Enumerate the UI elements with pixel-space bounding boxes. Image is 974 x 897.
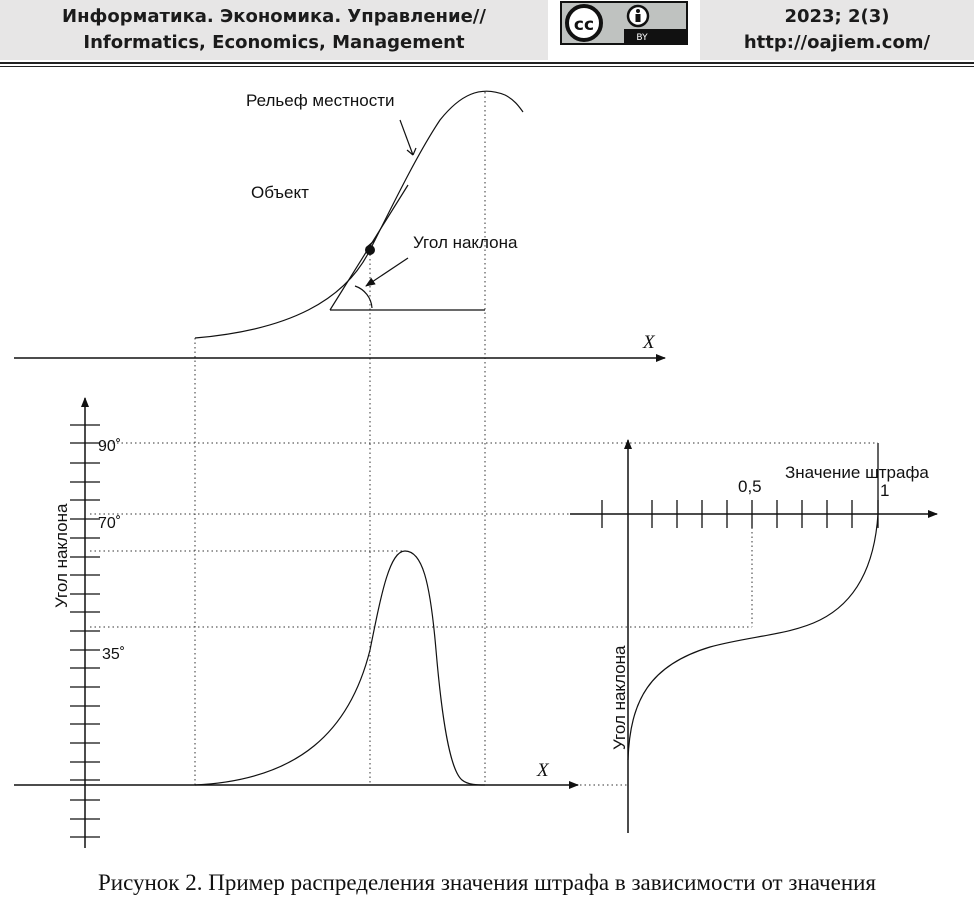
journal-title-en: Informatics, Economics, Management (83, 32, 465, 53)
label-relief: Рельеф местности (246, 91, 395, 110)
label-slope-angle: Угол наклона (413, 233, 518, 252)
svg-text:cc: cc (573, 15, 595, 35)
journal-title-ru: Информатика. Экономика. Управление// (62, 6, 486, 27)
guide-lines (90, 92, 878, 785)
x-axis-bottom-label: X (537, 760, 549, 781)
penalty-bell-curve (195, 551, 485, 785)
journal-url[interactable]: http://oajiem.com/ (743, 32, 931, 53)
label-object: Объект (251, 183, 309, 202)
y-axis-left-label: Угол наклона (52, 503, 71, 608)
tick-label-90: 90˚ (98, 438, 122, 455)
x-axis-top-label: X (643, 332, 655, 353)
tick-label-35: 35˚ (102, 646, 126, 663)
issue-number: 2023; 2(3) (784, 6, 890, 27)
penalty-s-curve (628, 514, 878, 760)
license-by-label: BY (636, 33, 648, 43)
penalty-axis-label: Значение штрафа (785, 463, 929, 482)
tick-label-70: 70˚ (98, 515, 122, 532)
figure-caption: Рисунок 2. Пример распределения значения штрафа в зависимости от значения (97, 870, 877, 895)
object-point (365, 245, 375, 255)
tick-label-one: 1 (880, 481, 890, 500)
terrain-profile (195, 91, 523, 338)
tick-label-half: 0,5 (738, 477, 762, 496)
y-axis-right-label: Угол наклона (610, 645, 629, 750)
